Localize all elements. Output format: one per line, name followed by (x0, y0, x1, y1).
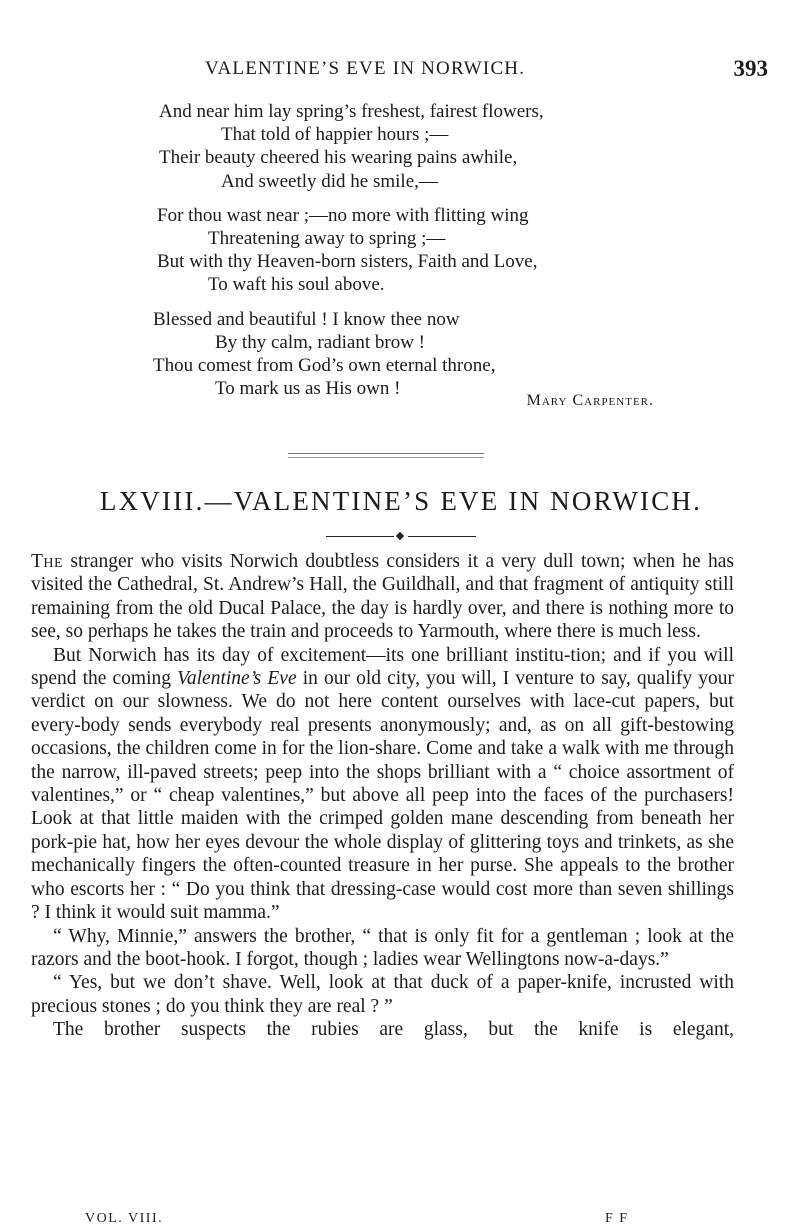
title-ornament (326, 532, 476, 542)
poem-stanza (0, 308, 802, 401)
poem-line: To mark us as His own ! (215, 378, 401, 400)
diamond-icon (396, 532, 404, 540)
poem-line: Thou comest from God’s own eternal throne, (153, 355, 496, 377)
lead-word: The (31, 551, 64, 572)
poem-line: Blessed and beautiful ! I know thee now (153, 308, 460, 330)
paragraph (31, 550, 734, 644)
paragraph: “ Yes, but we don’t shave. Well, look at that duck of a paper-knife, incrusted with precious stones ; do you think they are real ? ” (31, 972, 734, 1017)
poem-line: But with thy Heaven-born sisters, Faith and Love, (157, 251, 538, 273)
ornament-rule (408, 536, 476, 537)
paragraph-text: But Norwich has its day of excitement—its one brilliant institu-tion; and if you will spend the coming (31, 644, 734, 690)
paragraph-text: stranger who visits Norwich doubtless considers it a very dull town; when he has visited the Cathedral, St. Andrew’s Hall, the Guildhall, and that fragment of antiquity still remaining from the old Ducal Palace, the day is hardly over, and there is nothing more to see, so perhaps he takes the train and proceeds to Yarmouth, where there is much less. (31, 551, 734, 643)
poem-line: That told of happier hours ;— (221, 124, 449, 146)
running-head (0, 58, 802, 82)
poem-stanza (0, 100, 802, 193)
volume-label: VOL. VIII. (85, 1211, 164, 1226)
section-divider (288, 457, 484, 458)
chapter-title: LXVIII.—VALENTINE’S EVE IN NORWICH. (99, 486, 703, 516)
signature-mark: F F (605, 1211, 629, 1226)
paragraph-text: in our old city, you will, I venture to say, qualify your verdict on our slowness. We do not here content ourselves with lace-cut papers, but every-body sends everybody real presents anonymously; and, as on all gift-bestowing occasions, the children come in for the lion-share. Come and take a walk with me through the narrow, ill-paved streets; peep into the shops brilliant with a “ choice assortment of valentines,” or “ cheap valentines,” but above all peep into the faces of the purchasers! Look at that little maiden with the crimped golden mane descending from beneath her pork-pie hat, how her eyes devour the whole display of glittering toys and trinkets, as she mechanically fingers the often-counted treasure in her purse. She appeals to the brother who escorts her : “ Do you think that dressing-case would cost more than seven shillings ? I think it would suit mamma.” (31, 668, 734, 924)
paragraph (31, 644, 734, 925)
poem-line: To waft his soul above. (208, 274, 385, 296)
poem-line: Threatening away to spring ;— (208, 228, 446, 250)
page-footer (0, 1211, 802, 1229)
ornament-rule (326, 536, 394, 537)
italic-phrase: Valentine’s Eve (177, 668, 297, 690)
poem-signature: Mary Carpenter. (526, 392, 654, 409)
poem-line: And near him lay spring’s freshest, fairest flowers, (159, 101, 544, 122)
poem-stanza (0, 204, 802, 297)
paragraph: “ Why, Minnie,” answers the brother, “ that is only fit for a gentleman ; look at the razors and the boot-hook. I forgot, though ; ladies wear Wellingtons now-a-days.” (31, 925, 734, 970)
poem-line: For thou wast near ;—no more with flitting wing (157, 204, 529, 226)
poem-line: And sweetly did he smile,— (221, 170, 438, 192)
poem-line: By thy calm, radiant brow ! (215, 331, 426, 353)
poem-line: Their beauty cheered his wearing pains awhile, (159, 147, 518, 169)
section-divider (288, 453, 484, 454)
body-text (31, 550, 734, 1042)
paragraph: The brother suspects the rubies are glass, but the knife is elegant, (53, 1019, 734, 1041)
running-title: VALENTINE’S EVE IN NORWICH. (205, 58, 526, 79)
page-number: 393 (733, 56, 768, 81)
poem (0, 100, 802, 411)
